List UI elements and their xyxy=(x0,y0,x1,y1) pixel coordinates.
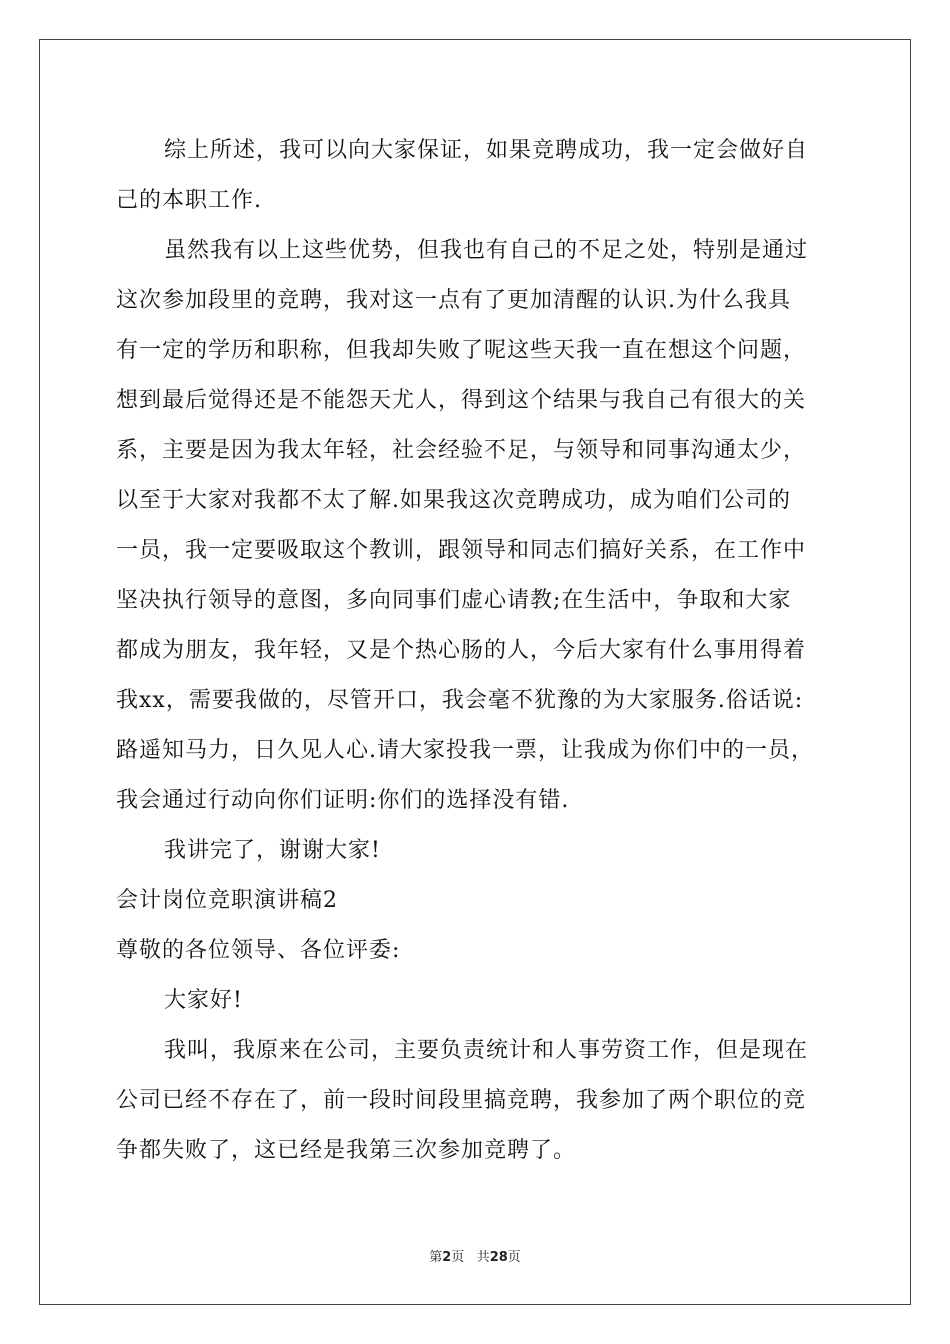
text-line: 争都失败了，这已经是我第三次参加竞聘了。 xyxy=(116,1138,577,1163)
footer-total-pages: 28 xyxy=(489,1250,508,1265)
text-line: 一员，我一定要吸取这个教训，跟领导和同志们搞好关系，在工作中 xyxy=(116,538,807,563)
text-line: 尊敬的各位领导、各位评委: xyxy=(116,938,401,963)
footer-current-page: 2 xyxy=(442,1250,452,1265)
footer-total-unit: 页 xyxy=(507,1250,521,1265)
document-body xyxy=(116,126,856,1176)
text-line: 大家好! xyxy=(164,988,243,1013)
footer-total-prefix: 共 xyxy=(476,1250,490,1265)
text-line: 我叫，我原来在公司，主要负责统计和人事劳资工作，但是现在 xyxy=(164,1038,809,1063)
text-line: 我xx，需要我做的，尽管开口，我会毫不犹豫的为大家服务.俗话说: xyxy=(116,688,804,713)
text-line: 有一定的学历和职称，但我却失败了呢这些天我一直在想这个问题， xyxy=(116,338,807,363)
text-line: 己的本职工作. xyxy=(116,188,262,213)
text-line: 系，主要是因为我太年轻，社会经验不足，与领导和同事沟通太少， xyxy=(116,438,807,463)
text-line: 虽然我有以上这些优势，但我也有自己的不足之处，特别是通过 xyxy=(164,238,809,263)
footer-page-unit: 页 xyxy=(451,1250,465,1265)
text-line: 路遥知马力，日久见人心.请大家投我一票，让我成为你们中的一员， xyxy=(116,738,814,763)
text-line: 我讲完了，谢谢大家! xyxy=(164,838,381,863)
text-line: 公司已经不存在了，前一段时间段里搞竞聘，我参加了两个职位的竞 xyxy=(116,1088,807,1113)
text-line: 我会通过行动向你们证明:你们的选择没有错. xyxy=(116,788,570,813)
page-footer xyxy=(0,1246,950,1265)
text-line: 以至于大家对我都不太了解.如果我这次竞聘成功，成为咱们公司的 xyxy=(116,488,791,513)
text-line: 综上所述，我可以向大家保证，如果竞聘成功，我一定会做好自 xyxy=(164,138,809,163)
text-line: 这次参加段里的竞聘，我对这一点有了更加清醒的认识.为什么我具 xyxy=(116,288,791,313)
text-line: 都成为朋友，我年轻，又是个热心肠的人，今后大家有什么事用得着 xyxy=(116,638,807,663)
text-line: 坚决执行领导的意图，多向同事们虚心请教;在生活中，争取和大家 xyxy=(116,588,792,613)
footer-prefix: 第 xyxy=(429,1250,443,1265)
text-line: 会计岗位竞职演讲稿2 xyxy=(116,888,338,913)
text-line: 想到最后觉得还是不能怨天尤人，得到这个结果与我自己有很大的关 xyxy=(116,388,807,413)
